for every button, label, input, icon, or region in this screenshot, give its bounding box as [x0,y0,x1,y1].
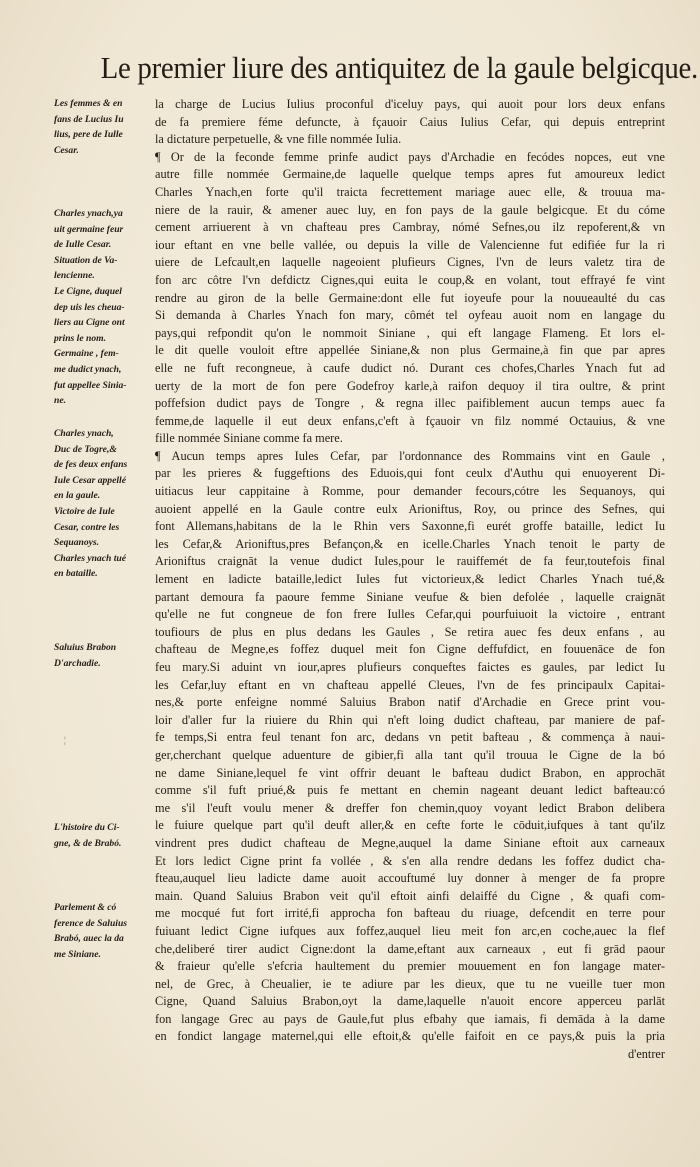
text-line: fon langage Grec au pays de Gaule,fut plus efbahy que iamais, fi demāda à la dame [155,1011,665,1026]
text-line: Charles Ynach,en forte qu'il traicta fecrettement mariage auec elle, & trouua ma- [155,184,665,199]
text-line: me mocqué fut fort irrité,fi approcha fon bafteau du riuage, defcendit en terre pour [155,906,665,921]
text-line: Cigne, Quand Saluius Brabon,oyt la dame,laquelle n'auoit encore apperceu parlāt [155,994,665,1009]
margin-note-line: gne, & de Brabó. [54,837,122,849]
text-line: le dit quelle vouloit eftre appellée Siniane,& non plus Germaine,à fin que par apres [155,343,665,358]
margin-note-line: prins le nom. [54,332,106,344]
margin-note-line: en la gaule. [54,490,101,502]
margin-note-line: uit germaine feur [54,223,124,235]
margin-note-line: Parlement & có [54,902,117,913]
text-line: vindrent pres dudict chafteau de Megne,auquel la dame Siniane eftoit aux carneaux [155,835,665,850]
margin-note-line: Le Cigne, duquel [54,285,122,297]
margin-note [54,640,152,671]
text-line: ¶ Or de la feconde femme prinfe audict pays d'Archadie en fecódes nopces, eut vne [155,149,665,164]
margin-note-line: de fes deux enfans [54,459,128,471]
margin-note-line: liers au Cigne ont [54,317,125,329]
margin-note [54,96,152,158]
text-line: niere de la rauir, & amener auec luy, en fon pays de la gaule belgicque. Et du cóme [155,202,665,217]
text-line: nel, de Grec, à Cheualier, ie te adiure par les dieux, que tu ne vueille tuer mon [155,976,665,991]
margin-note-line: fut appellee Sinia- [54,379,127,391]
text-line: les Cefar,luy eftant en vn chafteau appellé Cleues, l'vn de fes principaulx Capitai- [155,677,665,692]
margin-note-line: fans de Lucius Iu [54,113,124,125]
text-line: Arioniftus craignāt la venue dudict Iules,pour le rauiffemét de fa feur,toutefois final [155,554,665,569]
margin-note-line: en bataille. [54,568,98,580]
margin-note-line: Situation de Va- [54,254,118,266]
text-line: autre fille nommée Germaine,de laquelle quelque temps apres fut amoureux ledict [155,167,665,182]
text-line: fille nommée Siniane comme fa mere. [155,431,343,446]
margin-note-line: Charles ynach,ya [54,208,123,219]
margin-note-line: Sequanoys. [54,537,100,549]
text-line: qu'elle ne fut congneue de fon frere Iulles Cefar,qui pourfuiuoit la victoire , entrant [155,607,665,622]
margin-note-line: Les femmes & en [54,98,123,109]
text-line: Et lors ledict Cigne print fa vollée , & s'en alla rendre dedans les foffez dudict cha- [155,853,665,868]
main-text-column [155,96,665,1064]
text-line: iour eftant en vne belle vallée, ou depuis la ville de Valencienne fut edifiée fur la ri [155,237,665,252]
text-line: rendre au giron de la belle Germaine:dont elle fut ioyeufe pour la nouueaulté du cas [155,290,665,305]
margin-note-line: me dudict ynach, [54,363,122,375]
margin-note-line: Cesar, contre les [54,521,120,533]
text-line: auoient appellé en la Gaule contre eulx Arioniftus, Roy, ou prince des Sefnes, qui [155,501,665,516]
text-line: pays,qui refpondit qu'on le nommoit Siniane , qui eft langage Flameng. Et lors el- [155,325,665,340]
text-line: de fa premiere féme defuncte, à fçauoir Caius Iulius Cefar, qui depuis entreprint [155,114,665,129]
margin-note [54,820,152,851]
text-line: comme s'il fuft priué,& puis fe mettant en chemin nageant deuant ledict bafteau:có [155,783,665,798]
text-line: & fraieur qu'elle s'efcria haultement du premier mouuement en fon langage mater- [155,959,665,974]
text-line: main. Quand Saluius Brabon veit qu'il eftoit ainfi delaiffé du Cigne , & quafi com- [155,888,665,903]
margin-note-line: Charles ynach, [54,428,114,439]
text-line: ger,cherchant quelque aduenture de gibier,fi alla tant qu'il trouua le Cigne de la bó [155,747,665,762]
margin-note-line: de Iulle Cesar. [54,239,112,251]
text-line: chafteau de Megne,es foffez duquel meit fon Cigne deffufdict, en fouuenāce de fon [155,642,665,657]
margin-note-line: Cesar. [54,144,79,156]
text-line: poffefsion dudict pays de Tongre , & regna illec paifiblement aucun temps auec fa [155,396,665,411]
text-line: lement en ladicte bataille,ledict Iules fut victorieux,& ledict Charles Ynach tué,& [155,572,665,587]
text-line: feu mary.Si aduint vn iour,apres plufieurs conqueftes faictes es gaules, par ledict Iu [155,660,665,674]
text-line: fe temps,Si entra feul tenant fon arc, dedans vn petit bafteau , & commença à naui- [155,730,665,745]
margin-note-line: D'archadie. [54,657,101,669]
margin-note [54,426,152,582]
text-line: uiere de Lefcault,en laquelle nageoient plufieurs Cignes, l'vn de leurs valetz tira de [155,255,665,270]
margin-mark: ¦ [64,735,66,745]
margin-note-line: me Siniane. [54,948,101,960]
text-line: fteau,auquel lieu ladicte dame auoit accouftumé luy donner à menger de fa propre [155,871,665,886]
text-line: loir d'aller fur la riuiere du Rhin qui n'eft loing dudict chafteau, par maniere de paf- [155,712,665,727]
text-line: uitiacus leur cappitaine à Romme, pour demander fecours,cótre les Sequanoys, qui [155,484,665,499]
margin-note-line: Charles ynach tué [54,552,126,564]
margin-note-line: ference de Saluius [54,917,128,929]
margin-note [54,206,152,409]
text-line: la dictature perpetuelle, & vne fille nommée Iulia. [155,132,402,147]
text-line: elle ne fuft recongneue, à caufe dudict nó. Durant ces chofes,Charles Ynach fut ad [155,360,665,375]
text-line: che,deliberé tirer audict Cigne:dont la dame,eftant aux carneaux , eut fi grād paour [155,941,665,956]
text-line: les Cefar,& Arioniftus,pres Befançon,& en icelle.Charles Ynach tenoit le party de [155,536,665,551]
margin-note-line: Iule Cesar appellé [54,474,126,486]
margin-note-line: Saluius Brabon [54,642,117,653]
margin-note-line: lencienne. [54,270,95,282]
text-line: cement arriuerent à vn chafteau pres Cambray, nómé Sefnes,ou ilz repoferent,& vn [155,220,665,235]
text-line: nes,& porte enfeigne nommé Saluius Brabon natif d'Archadie en Grece print vou- [155,695,665,710]
text-line: le fuiure quelque part qu'il deuft aller,& en cefte forte le cōduit,iufques à tant qu'ilz [155,818,665,833]
margin-note-line: L'histoire du Ci- [54,822,120,833]
text-line: en fondict langage maternel,qui elle eftoit,& qu'elle faifoit en ce pays,& puis la pria [155,1029,665,1044]
text-line: Si demanda à Charles Ynach fon mary, cômét tel oyfeau auoit nom en langage du [155,308,665,323]
text-line: uerty de la mort de fon pere Godefroy karle,à raifon dequoy il tira oultre, & print [155,378,665,393]
text-line: ¶ Aucun temps apres Iules Cefar, par l'ordonnance des Rommains vint en Gaule , [155,448,665,463]
text-line: me s'il l'euft voulu mener & dreffer fon chemin,quoy voyant ledict Brabon delibera [155,800,665,815]
text-line: la charge de Lucius Iulius proconful d'iceluy pays, qui auoit pour lors deux enfans [155,97,665,111]
margin-note-line: Germaine , fem- [54,348,119,360]
margin-note-line: lius, pere de Iulle [54,129,123,141]
text-line: font Allemans,habitans de la le Rhin vers Saxonne,fi eurét groffe bataille, ledict Iu [155,519,665,534]
margin-note-line: ne. [54,395,66,407]
marginal-notes [54,96,152,1056]
margin-note [54,900,152,962]
catchword: d'entrer [627,1047,665,1062]
text-line: par les prieres & fuggeftions des Eduois,qui font ceulx d'Authu qui enuoyerent Di- [155,466,665,481]
running-header: Le premier liure des antiquitez de la gaule belgicque. [100,50,698,85]
margin-note-line: Brabó, auec la da [54,933,124,945]
margin-note-line: dep uis les cheua- [54,301,125,313]
text-line: partant demoura fa paoure femme Siniane veufue & bien defolée , laquelle craignāt [155,589,665,604]
margin-note-line: Victoire de Iule [54,505,115,517]
text-line: fon arc côtre l'vn defdictz Cignes,qui euita le coup,& en volant, tout effrayé fe vint [155,272,665,287]
text-line: toufiours de plus en plus dedans les Gaules , Se retira auec fes deux enfans , au [155,624,665,639]
text-line: fuiuant ledict Cigne iufques aux foffez,auquel lieu meit fon arc,en coche,auec la flef [155,923,665,938]
text-line: ne dame Siniane,lequel fe vint offrir deuant le bafteau dudict Brabon, en approchāt [155,765,665,780]
margin-note-line: Duc de Togre,& [54,443,117,455]
text-line: femme,de laquelle il eut deux enfans,c'eft à fçauoir vn filz nommé Octauius, & vne [155,413,665,428]
